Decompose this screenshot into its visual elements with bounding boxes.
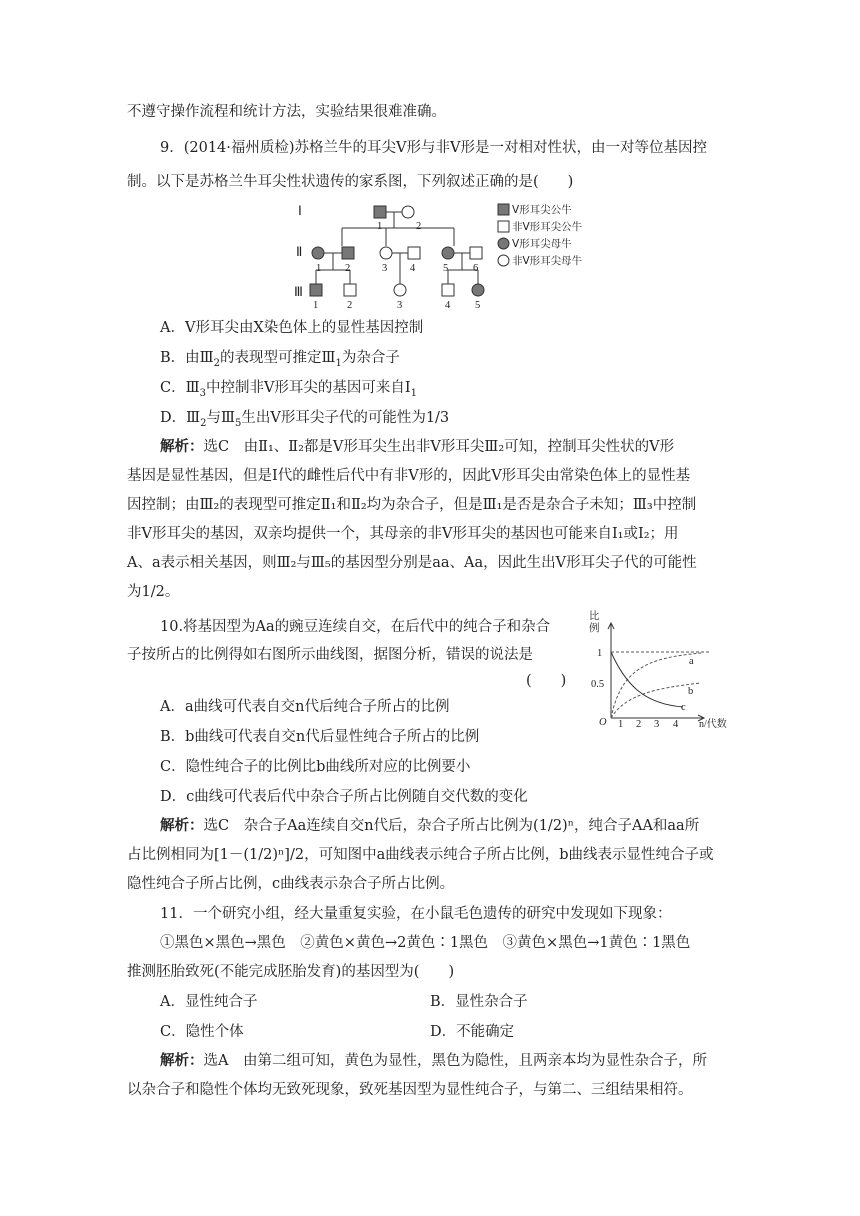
y-tick-1: 1	[597, 648, 603, 659]
pedigree-III4-male	[442, 284, 454, 296]
gen-label-2: Ⅱ	[296, 244, 303, 259]
legend-female-affected-icon	[498, 238, 509, 249]
q11-answer-line2: 以杂合子和隐性个体均无致死现象，致死基因型为显性纯合子，与第二、三组结果相符。	[127, 1082, 693, 1098]
q9-answer-line4: 非V形耳尖的基因，双亲均提供一个，其母亲的非V形耳尖的基因也可能来自Ⅰ₁或Ⅰ₂；用	[127, 526, 679, 542]
pedigree-II5-female-affected	[442, 247, 454, 259]
pedigree-III2-male	[344, 284, 356, 296]
q11-option-c: C．隐性个体	[160, 1024, 244, 1040]
num-II1: 1	[316, 263, 322, 274]
q10-option-a: A．a曲线可代表自交n代后纯合子所占的比例	[160, 699, 450, 715]
legend-female-unaffected-icon	[498, 255, 509, 266]
num-II6: 6	[473, 263, 479, 274]
pedigree-III3-female	[394, 284, 406, 296]
q11-option-b: B．显性杂合子	[430, 994, 528, 1010]
pedigree-II2-male-affected	[342, 247, 354, 259]
num-I1: 1	[377, 221, 383, 232]
q9-answer-line6: 为1/2。	[127, 584, 180, 600]
x-tick-4: 4	[673, 719, 679, 730]
q9-option-c: C．$Ⅲ_3$中控制非V形耳尖的基因可来自$Ⅰ_1$	[160, 380, 418, 399]
chart-ylabel-2: 例	[589, 623, 600, 634]
num-II3: 3	[382, 263, 388, 274]
q9-option-d: D．$Ⅲ_2$与$Ⅲ_5$生出V形耳尖子代的可能性为1/3	[160, 410, 450, 429]
legend-label-2: 非V形耳尖公牛	[512, 221, 583, 233]
pedigree-chart	[290, 198, 730, 310]
curve-a-label: a	[689, 656, 694, 667]
q9-stem-line1: 9．(2014·福州质检)苏格兰牛的耳尖V形与非V形是一对相对性状，由一对等位基因控	[160, 140, 707, 156]
q10-stem-line2: 子按所占的比例得如右图所示曲线图，据图分析，错误的说法是	[127, 647, 533, 663]
q10-answer-line3: 隐性纯合子所占比例，c曲线表示杂合子所占比例。	[127, 876, 455, 892]
pedigree-I1-male-affected	[374, 206, 386, 218]
q11-option-a: A．显性纯合子	[160, 994, 258, 1010]
num-II4: 4	[410, 263, 416, 274]
q9-stem-line2: 制。以下是苏格兰牛耳尖性状遗传的家系图，下列叙述正确的是( )	[127, 174, 574, 190]
q9-answer-line5: A、a表示相关基因，则Ⅲ₂与Ⅲ₅的基因型分别是aa、Aa，因此生出V形耳尖子代的可能性	[127, 555, 697, 571]
num-II2: 2	[345, 263, 351, 274]
q9-answer-line1: 解析：选C 由Ⅱ₁、Ⅱ₂都是V形耳尖生出非V形耳尖Ⅲ₂可知，控制耳尖性状的V形	[160, 438, 675, 455]
gen-label-1: Ⅰ	[298, 203, 302, 218]
q10-answer-line2: 占比例相同为[1－(1/2)ⁿ]/2，可知图中a曲线表示纯合子所占比例，b曲线表示显性纯合子或	[127, 847, 714, 863]
intro-text: 不遵守操作流程和统计方法，实验结果很难准确。	[127, 104, 446, 120]
q9-answer-line3: 因控制；由Ⅲ₂的表现型可推定Ⅱ₁和Ⅱ₂均为杂合子，但是Ⅲ₁是否是杂合子未知；Ⅲ₃中控制	[127, 497, 697, 513]
curve-b-label: b	[688, 686, 694, 697]
curve-c-label: c	[681, 702, 686, 713]
pedigree-II6-male	[470, 247, 482, 259]
chart-ylabel-1: 比	[589, 611, 600, 622]
num-II5: 5	[443, 263, 449, 274]
q10-option-d: D．c曲线可代表后代中杂合子所占比例随自交代数的变化	[160, 789, 528, 805]
gen-label-3: Ⅲ	[294, 284, 303, 299]
pedigree-II4-male	[408, 247, 420, 259]
q10-curve-chart	[585, 610, 745, 730]
num-III1: 1	[313, 300, 319, 310]
curve-c	[611, 652, 683, 707]
pedigree-III1-male-affected	[310, 284, 322, 296]
pedigree-I2-female	[402, 206, 414, 218]
chart-xlabel: n/代数	[699, 719, 727, 730]
legend-male-affected-icon	[498, 204, 509, 215]
q10-option-c: C．隐性纯合子的比例比b曲线所对应的比例要小	[160, 759, 471, 775]
q10-option-b: B．b曲线可代表自交n代后显性纯合子所占的比例	[160, 729, 480, 745]
q11-stem-line2: ①黑色×黑色→黑色 ②黄色×黄色→2黄色∶1黑色 ③黄色×黑色→1黄色∶1黑色	[160, 935, 691, 951]
pedigree-III5-female-affected	[472, 284, 484, 296]
q10-stem-line1: 10.将基因型为Aa的豌豆连续自交，在后代中的纯合子和杂合	[160, 619, 551, 635]
q10-answer-blank: ( )	[526, 673, 567, 689]
num-III5: 5	[475, 300, 481, 310]
chart-origin: O	[599, 717, 607, 728]
legend-label-4: 非V形耳尖母牛	[512, 255, 583, 267]
legend-male-unaffected-icon	[498, 221, 509, 232]
x-tick-1: 1	[618, 719, 624, 730]
q10-answer-line1: 解析：选C 杂合子Aa连续自交n代后，杂合子所占比例为(1/2)ⁿ，纯合子AA和aa所	[160, 817, 700, 834]
num-III3: 3	[397, 300, 403, 310]
q11-answer-line1: 解析：选A 由第二组可知，黄色为显性，黑色为隐性，且两亲本均为显性杂合子，所	[160, 1052, 707, 1069]
num-I2: 2	[416, 221, 422, 232]
num-III4: 4	[445, 300, 451, 310]
y-tick-05: 0.5	[591, 679, 605, 690]
q11-stem-line3: 推测胚胎致死(不能完成胚胎发育)的基因型为( )	[127, 964, 455, 980]
pedigree-II3-female	[380, 247, 392, 259]
q11-stem-line1: 11．一个研究小组，经大量重复实验，在小鼠毛色遗传的研究中发现如下现象：	[160, 906, 672, 922]
x-tick-3: 3	[654, 719, 660, 730]
num-III2: 2	[347, 300, 353, 310]
q11-option-d: D．不能确定	[430, 1024, 515, 1040]
q9-option-b: B．由$Ⅲ_2$的表现型可推定$Ⅲ_1$为杂合子	[160, 350, 400, 369]
x-tick-2: 2	[636, 719, 642, 730]
pedigree-II-spouse-female-affected	[312, 247, 324, 259]
q9-answer-line2: 基因是显性基因，但是Ⅰ代的雌性后代中有非V形的，因此V形耳尖由常染色体上的显性基	[127, 468, 691, 484]
legend-label-3: V形耳尖母牛	[512, 238, 572, 250]
q9-option-a: A．V形耳尖由X染色体上的显性基因控制	[160, 320, 424, 336]
legend-label-1: V形耳尖公牛	[512, 204, 572, 216]
